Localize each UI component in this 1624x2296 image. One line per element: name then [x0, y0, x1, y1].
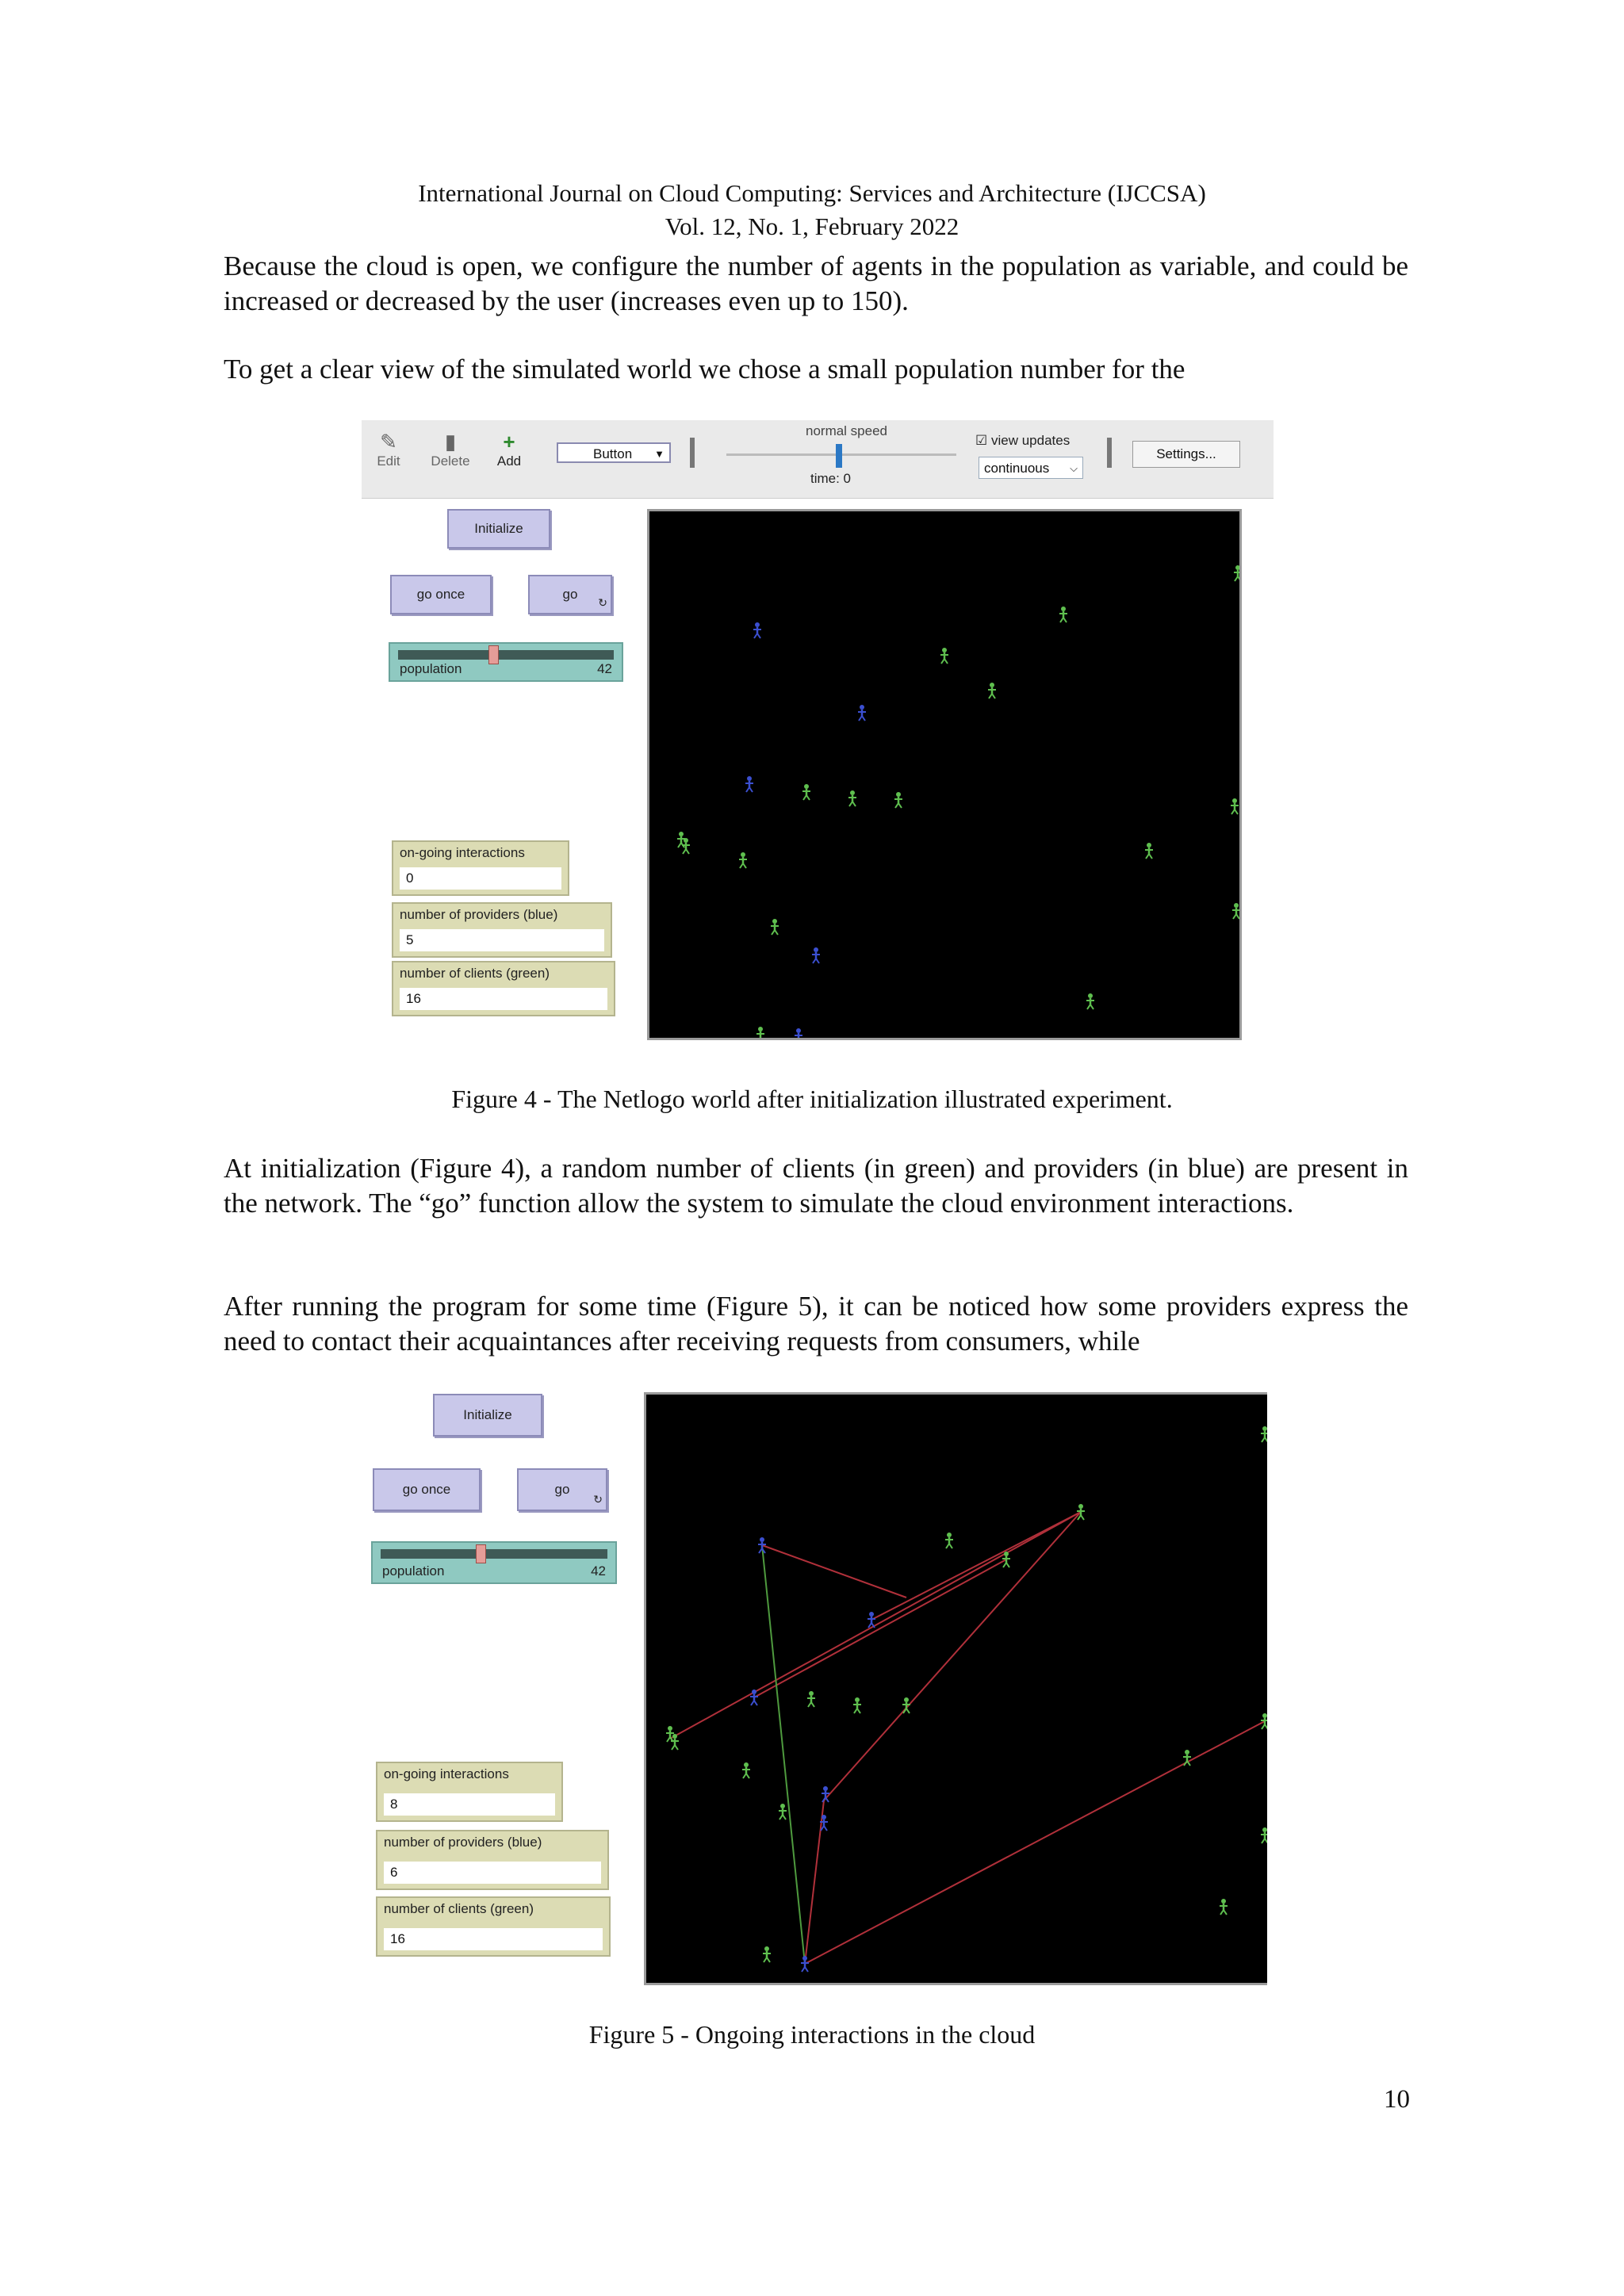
world-canvas: [649, 511, 1239, 1038]
interaction-link: [754, 1559, 1006, 1697]
provider-agent-icon: [795, 1028, 802, 1038]
ongoing-interactions-monitor: [392, 840, 569, 896]
paragraph-4: After running the program for some time (Figure 5), it can be noticed how some providers express the need to contact their acquaintances after receiving requests from consumers, while: [224, 1291, 1408, 1357]
client-agent-icon: [682, 838, 690, 854]
go-button[interactable]: [517, 1468, 607, 1511]
client-agent-icon: [779, 1804, 787, 1820]
paragraph-2: To get a clear view of the simulated world we chose a small population number for the: [224, 354, 1185, 385]
journal-header: International Journal on Cloud Computing: Services and Architecture (IJCCSA): [418, 179, 1206, 207]
client-agent-icon: [739, 852, 747, 868]
client-agent-icon: [763, 1946, 771, 1962]
chevron-down-icon: ▼: [654, 448, 665, 460]
provider-agent-icon: [753, 622, 761, 638]
initialize-button[interactable]: Initialize: [447, 509, 550, 549]
settings-button[interactable]: Settings...: [1132, 441, 1240, 468]
client-agent-icon: [940, 648, 948, 664]
interaction-link: [871, 1512, 1081, 1620]
client-agent-icon: [1261, 1426, 1267, 1442]
client-agent-icon: [742, 1762, 750, 1778]
figure-5-caption: Figure 5 - Ongoing interactions in the cloud: [588, 2020, 1036, 2049]
separator: [1107, 438, 1112, 468]
client-agent-icon: [945, 1533, 953, 1548]
monitor-label: number of providers (blue): [384, 1835, 542, 1850]
netlogo-world-view[interactable]: [647, 509, 1242, 1040]
provider-agent-icon: [801, 1956, 809, 1972]
go-label: go: [562, 587, 578, 602]
initialize-button[interactable]: Initialize: [433, 1394, 542, 1437]
client-agent-icon: [756, 1027, 764, 1038]
clients-monitor: [392, 961, 615, 1016]
update-mode-value: continuous: [984, 461, 1050, 476]
provider-agent-icon: [812, 947, 820, 963]
separator: [690, 438, 695, 468]
add-tool[interactable]: [493, 430, 525, 469]
monitor-label: number of providers (blue): [400, 907, 558, 922]
netlogo-world-view[interactable]: [644, 1392, 1267, 1985]
speed-label: normal speed: [806, 423, 888, 438]
population-slider[interactable]: [389, 642, 623, 682]
client-agent-icon: [1220, 1899, 1228, 1915]
interaction-link: [805, 1800, 824, 1964]
monitor-label: on-going interactions: [400, 845, 525, 860]
client-agent-icon: [1059, 607, 1067, 622]
client-agent-icon: [1261, 1827, 1267, 1843]
world-canvas: [646, 1395, 1267, 1983]
slider-track: [381, 1549, 607, 1559]
delete-tool[interactable]: [425, 430, 476, 469]
tick-counter: time: 0: [810, 471, 852, 486]
providers-monitor: [392, 902, 612, 958]
client-agent-icon: [807, 1691, 815, 1707]
netlogo-toolbar: [362, 420, 1274, 499]
speed-knob[interactable]: [836, 444, 842, 468]
go-label: go: [554, 1482, 570, 1497]
client-agent-icon: [1077, 1504, 1085, 1520]
client-agent-icon: [1231, 798, 1239, 814]
client-agent-icon: [848, 790, 856, 806]
providers-monitor: [376, 1830, 609, 1890]
figure-4-caption: Figure 4 - The Netlogo world after initialization illustrated experiment.: [451, 1085, 1173, 1113]
ongoing-interactions-monitor: [376, 1762, 563, 1822]
client-agent-icon: [1232, 903, 1239, 919]
page-number: 10: [1384, 2085, 1410, 2114]
update-mode-select[interactable]: [979, 457, 1083, 479]
view-updates-label: view updates: [990, 433, 1071, 448]
widget-type-select[interactable]: [557, 442, 671, 463]
add-label: Add: [496, 453, 522, 469]
interaction-link: [805, 1721, 1265, 1964]
slider-label: population: [400, 661, 462, 676]
pencil-icon: ✎: [380, 430, 397, 453]
forever-icon: ↻: [598, 596, 607, 609]
monitor-label: on-going interactions: [384, 1766, 509, 1781]
paragraph-3: At initialization (Figure 4), a random number of clients (in green) and providers (in blue) are present in the network. The “go” function allow the system to simulate the cloud environment interactions.: [224, 1153, 1408, 1219]
go-button[interactable]: [528, 575, 612, 614]
interaction-link: [670, 1512, 1081, 1739]
population-slider[interactable]: [371, 1541, 617, 1584]
interaction-link: [824, 1512, 1081, 1800]
monitor-value: 16: [384, 1928, 603, 1950]
widget-type-value: Button: [593, 446, 633, 461]
go-once-button[interactable]: go once: [373, 1468, 481, 1511]
client-agent-icon: [1086, 993, 1094, 1009]
monitor-value: 0: [400, 867, 561, 890]
interaction-link: [762, 1545, 805, 1964]
interaction-link: [762, 1545, 906, 1598]
client-agent-icon: [666, 1726, 674, 1742]
edit-label: Edit: [377, 453, 400, 469]
monitor-value: 8: [384, 1793, 555, 1816]
monitor-value: 5: [400, 929, 604, 951]
client-agent-icon: [853, 1697, 861, 1713]
plus-icon: +: [503, 430, 515, 453]
slider-label: population: [382, 1563, 445, 1578]
view-updates-checkbox[interactable]: [975, 433, 1070, 449]
slider-track: [398, 650, 614, 660]
provider-agent-icon: [745, 776, 753, 792]
slider-knob[interactable]: [488, 645, 499, 664]
go-once-button[interactable]: go once: [390, 575, 492, 614]
slider-knob[interactable]: [476, 1544, 486, 1563]
volume-header: Vol. 12, No. 1, February 2022: [665, 212, 959, 240]
client-agent-icon: [1234, 565, 1239, 581]
client-agent-icon: [671, 1734, 679, 1750]
monitor-value: 16: [400, 988, 607, 1010]
trash-icon: ▮: [444, 430, 457, 453]
edit-tool[interactable]: [373, 430, 404, 469]
provider-agent-icon: [858, 705, 866, 721]
client-agent-icon: [894, 792, 902, 808]
monitor-label: number of clients (green): [400, 966, 550, 981]
client-agent-icon: [771, 919, 779, 935]
slider-value: 42: [591, 1563, 606, 1578]
paragraph-1: Because the cloud is open, we configure the number of agents in the population as variable, and could be increased or decreased by the user (increases even up to 150).: [224, 251, 1408, 316]
checkbox-checked-icon: ☑: [975, 433, 988, 448]
client-agent-icon: [1145, 843, 1153, 859]
client-agent-icon: [988, 683, 996, 698]
slider-value: 42: [597, 661, 612, 676]
provider-agent-icon: [750, 1689, 758, 1705]
delete-label: Delete: [431, 453, 470, 469]
chevron-down-icon: ⌵: [1070, 462, 1078, 474]
monitor-value: 6: [384, 1862, 601, 1884]
monitor-label: number of clients (green): [384, 1901, 534, 1916]
forever-icon: ↻: [593, 1493, 603, 1506]
client-agent-icon: [1261, 1713, 1267, 1729]
client-agent-icon: [802, 784, 810, 800]
clients-monitor: [376, 1896, 611, 1957]
